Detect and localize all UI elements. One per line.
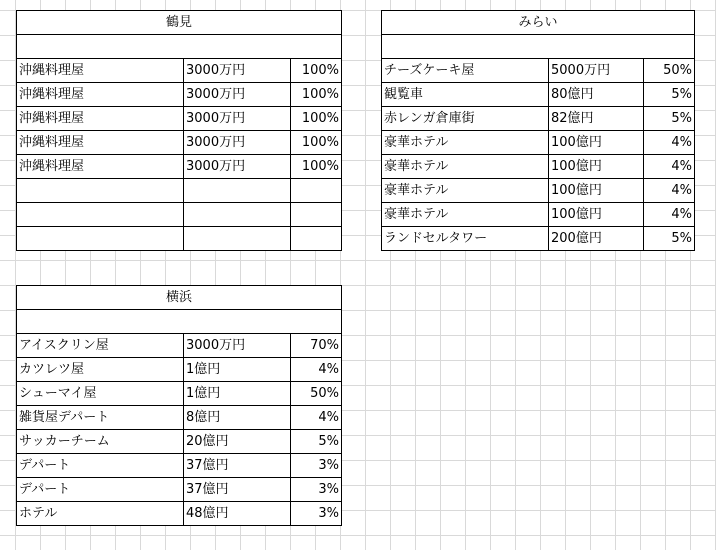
- cost-cell[interactable]: 37億円: [184, 454, 291, 478]
- item-cell[interactable]: 沖縄料理屋: [17, 107, 184, 131]
- table-title-row: [17, 11, 342, 35]
- cost-cell[interactable]: 1億円: [184, 358, 291, 382]
- cost-cell[interactable]: 37億円: [184, 478, 291, 502]
- table-title[interactable]: 鶴見: [17, 11, 342, 35]
- table-row: [382, 107, 695, 131]
- percent-cell[interactable]: 100%: [291, 83, 342, 107]
- table-row: [17, 59, 342, 83]
- table-row: [17, 107, 342, 131]
- item-cell[interactable]: ホテル: [17, 502, 184, 526]
- cost-cell[interactable]: 80億円: [549, 83, 644, 107]
- cost-cell[interactable]: 100億円: [549, 179, 644, 203]
- cost-cell[interactable]: [184, 203, 291, 227]
- cost-cell[interactable]: 100億円: [549, 155, 644, 179]
- cost-cell[interactable]: 8億円: [184, 406, 291, 430]
- item-cell[interactable]: [17, 203, 184, 227]
- cost-cell[interactable]: 200億円: [549, 227, 644, 251]
- item-cell[interactable]: チーズケーキ屋: [382, 59, 549, 83]
- table-row: [382, 59, 695, 83]
- cost-cell[interactable]: [184, 227, 291, 251]
- table-row: [17, 83, 342, 107]
- table-row: [382, 203, 695, 227]
- table-row: [17, 227, 342, 251]
- item-cell[interactable]: デパート: [17, 478, 184, 502]
- table-row: [382, 131, 695, 155]
- item-cell[interactable]: 沖縄料理屋: [17, 131, 184, 155]
- item-cell[interactable]: サッカーチーム: [17, 430, 184, 454]
- tsurumi-table: [16, 10, 342, 251]
- table-blank-row: [17, 310, 342, 334]
- table-row: [17, 131, 342, 155]
- percent-cell[interactable]: 50%: [644, 59, 695, 83]
- item-cell[interactable]: ランドセルタワー: [382, 227, 549, 251]
- mirai-table: [381, 10, 695, 251]
- item-cell[interactable]: 豪華ホテル: [382, 203, 549, 227]
- table-row: [17, 334, 342, 358]
- cost-cell[interactable]: 100億円: [549, 203, 644, 227]
- table-row: [17, 155, 342, 179]
- table-row: [17, 502, 342, 526]
- percent-cell[interactable]: 5%: [291, 430, 342, 454]
- percent-cell[interactable]: 100%: [291, 59, 342, 83]
- percent-cell[interactable]: 5%: [644, 227, 695, 251]
- percent-cell[interactable]: 3%: [291, 478, 342, 502]
- cost-cell[interactable]: [184, 179, 291, 203]
- item-cell[interactable]: 沖縄料理屋: [17, 59, 184, 83]
- cost-cell[interactable]: 3000万円: [184, 155, 291, 179]
- cost-cell[interactable]: 3000万円: [184, 334, 291, 358]
- percent-cell[interactable]: 50%: [291, 382, 342, 406]
- item-cell[interactable]: 沖縄料理屋: [17, 83, 184, 107]
- percent-cell[interactable]: 4%: [644, 155, 695, 179]
- percent-cell[interactable]: 70%: [291, 334, 342, 358]
- table-title-row: [17, 286, 342, 310]
- cost-cell[interactable]: 100億円: [549, 131, 644, 155]
- cost-cell[interactable]: 3000万円: [184, 131, 291, 155]
- cost-cell[interactable]: 20億円: [184, 430, 291, 454]
- item-cell[interactable]: デパート: [17, 454, 184, 478]
- table-row: [17, 478, 342, 502]
- table-row: [382, 227, 695, 251]
- item-cell[interactable]: 雑貨屋デパート: [17, 406, 184, 430]
- percent-cell[interactable]: 5%: [644, 83, 695, 107]
- table-row: [17, 358, 342, 382]
- table-row: [382, 179, 695, 203]
- percent-cell[interactable]: [291, 227, 342, 251]
- percent-cell[interactable]: 5%: [644, 107, 695, 131]
- item-cell[interactable]: シューマイ屋: [17, 382, 184, 406]
- table-row: [17, 454, 342, 478]
- table-title[interactable]: 横浜: [17, 286, 342, 310]
- table-row: [17, 179, 342, 203]
- cost-cell[interactable]: 1億円: [184, 382, 291, 406]
- table-row: [17, 382, 342, 406]
- percent-cell[interactable]: 3%: [291, 454, 342, 478]
- percent-cell[interactable]: 4%: [644, 131, 695, 155]
- percent-cell[interactable]: 100%: [291, 155, 342, 179]
- table-row: [382, 155, 695, 179]
- cost-cell[interactable]: 82億円: [549, 107, 644, 131]
- item-cell[interactable]: [17, 179, 184, 203]
- percent-cell[interactable]: 4%: [644, 203, 695, 227]
- table-row: [17, 406, 342, 430]
- cost-cell[interactable]: 3000万円: [184, 107, 291, 131]
- table-title[interactable]: みらい: [382, 11, 695, 35]
- cost-cell[interactable]: 48億円: [184, 502, 291, 526]
- table-row: [17, 430, 342, 454]
- percent-cell[interactable]: 4%: [644, 179, 695, 203]
- percent-cell[interactable]: 3%: [291, 502, 342, 526]
- table-title-row: [382, 11, 695, 35]
- item-cell[interactable]: 豪華ホテル: [382, 131, 549, 155]
- yokohama-table: [16, 285, 342, 526]
- percent-cell[interactable]: 4%: [291, 358, 342, 382]
- item-cell[interactable]: 赤レンガ倉庫街: [382, 107, 549, 131]
- percent-cell[interactable]: [291, 179, 342, 203]
- item-cell[interactable]: アイスクリン屋: [17, 334, 184, 358]
- table-row: [382, 83, 695, 107]
- item-cell[interactable]: 沖縄料理屋: [17, 155, 184, 179]
- cost-cell[interactable]: 3000万円: [184, 83, 291, 107]
- cost-cell[interactable]: 5000万円: [549, 59, 644, 83]
- percent-cell[interactable]: [291, 203, 342, 227]
- percent-cell[interactable]: 100%: [291, 131, 342, 155]
- blank-cell[interactable]: [382, 35, 695, 59]
- table-blank-row: [382, 35, 695, 59]
- blank-cell[interactable]: [17, 35, 342, 59]
- blank-cell[interactable]: [17, 310, 342, 334]
- item-cell[interactable]: [17, 227, 184, 251]
- percent-cell[interactable]: 100%: [291, 107, 342, 131]
- cost-cell[interactable]: 3000万円: [184, 59, 291, 83]
- item-cell[interactable]: カツレツ屋: [17, 358, 184, 382]
- item-cell[interactable]: 豪華ホテル: [382, 155, 549, 179]
- percent-cell[interactable]: 4%: [291, 406, 342, 430]
- item-cell[interactable]: 観覧車: [382, 83, 549, 107]
- table-blank-row: [17, 35, 342, 59]
- table-row: [17, 203, 342, 227]
- item-cell[interactable]: 豪華ホテル: [382, 179, 549, 203]
